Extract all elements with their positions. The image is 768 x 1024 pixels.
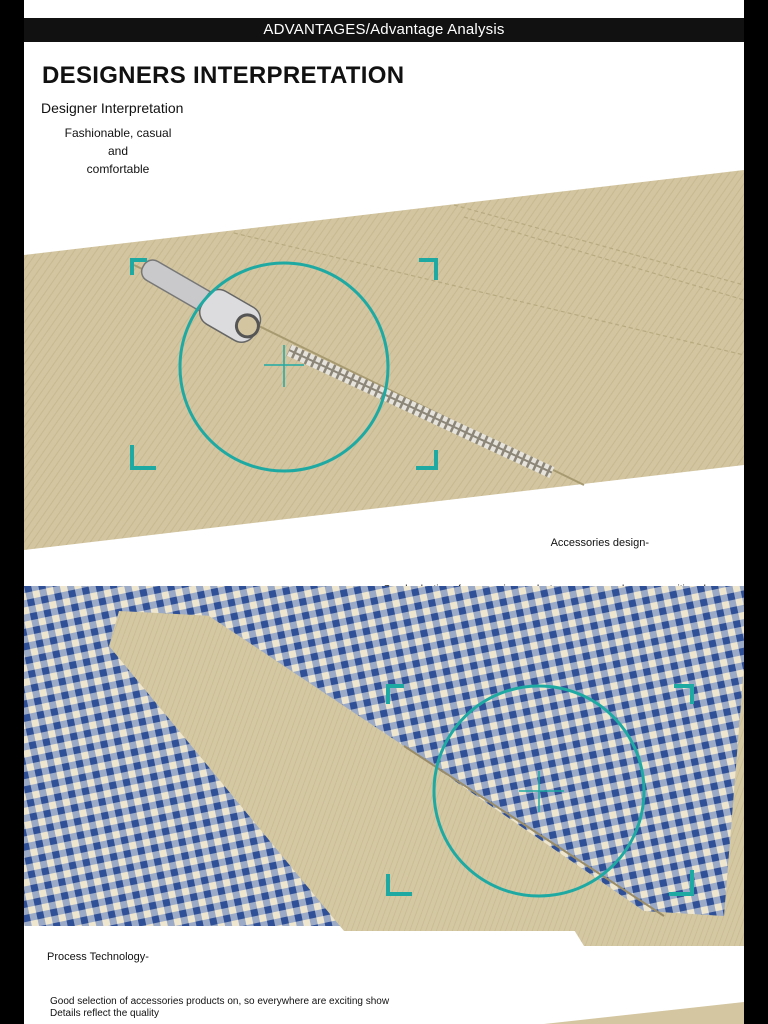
- product-detail-page: [24, 0, 744, 1024]
- advantages-banner: [24, 18, 744, 42]
- process-description: [50, 996, 389, 1020]
- process-line-2: Details reflect the quality: [50, 1008, 159, 1019]
- gingham-lining-photo: [24, 586, 744, 946]
- tagline-line-2: comfortable: [86, 162, 150, 176]
- zipper-pocket-photo: [24, 165, 744, 555]
- process-line-1: Good selection of accessories products on, so everywhere are exciting show: [50, 996, 390, 1007]
- accessories-title: Accessories design-: [550, 537, 649, 549]
- page-subheading: Designer Interpretation: [41, 100, 184, 116]
- process-title: Process Technology-: [47, 951, 149, 963]
- tagline-line-1: Fashionable, casual and: [64, 126, 172, 158]
- next-photo-edge: [544, 998, 744, 1024]
- page-heading: DESIGNERS INTERPRETATION: [42, 62, 405, 89]
- banner-title: ADVANTAGES/Advantage Analysis: [263, 21, 505, 38]
